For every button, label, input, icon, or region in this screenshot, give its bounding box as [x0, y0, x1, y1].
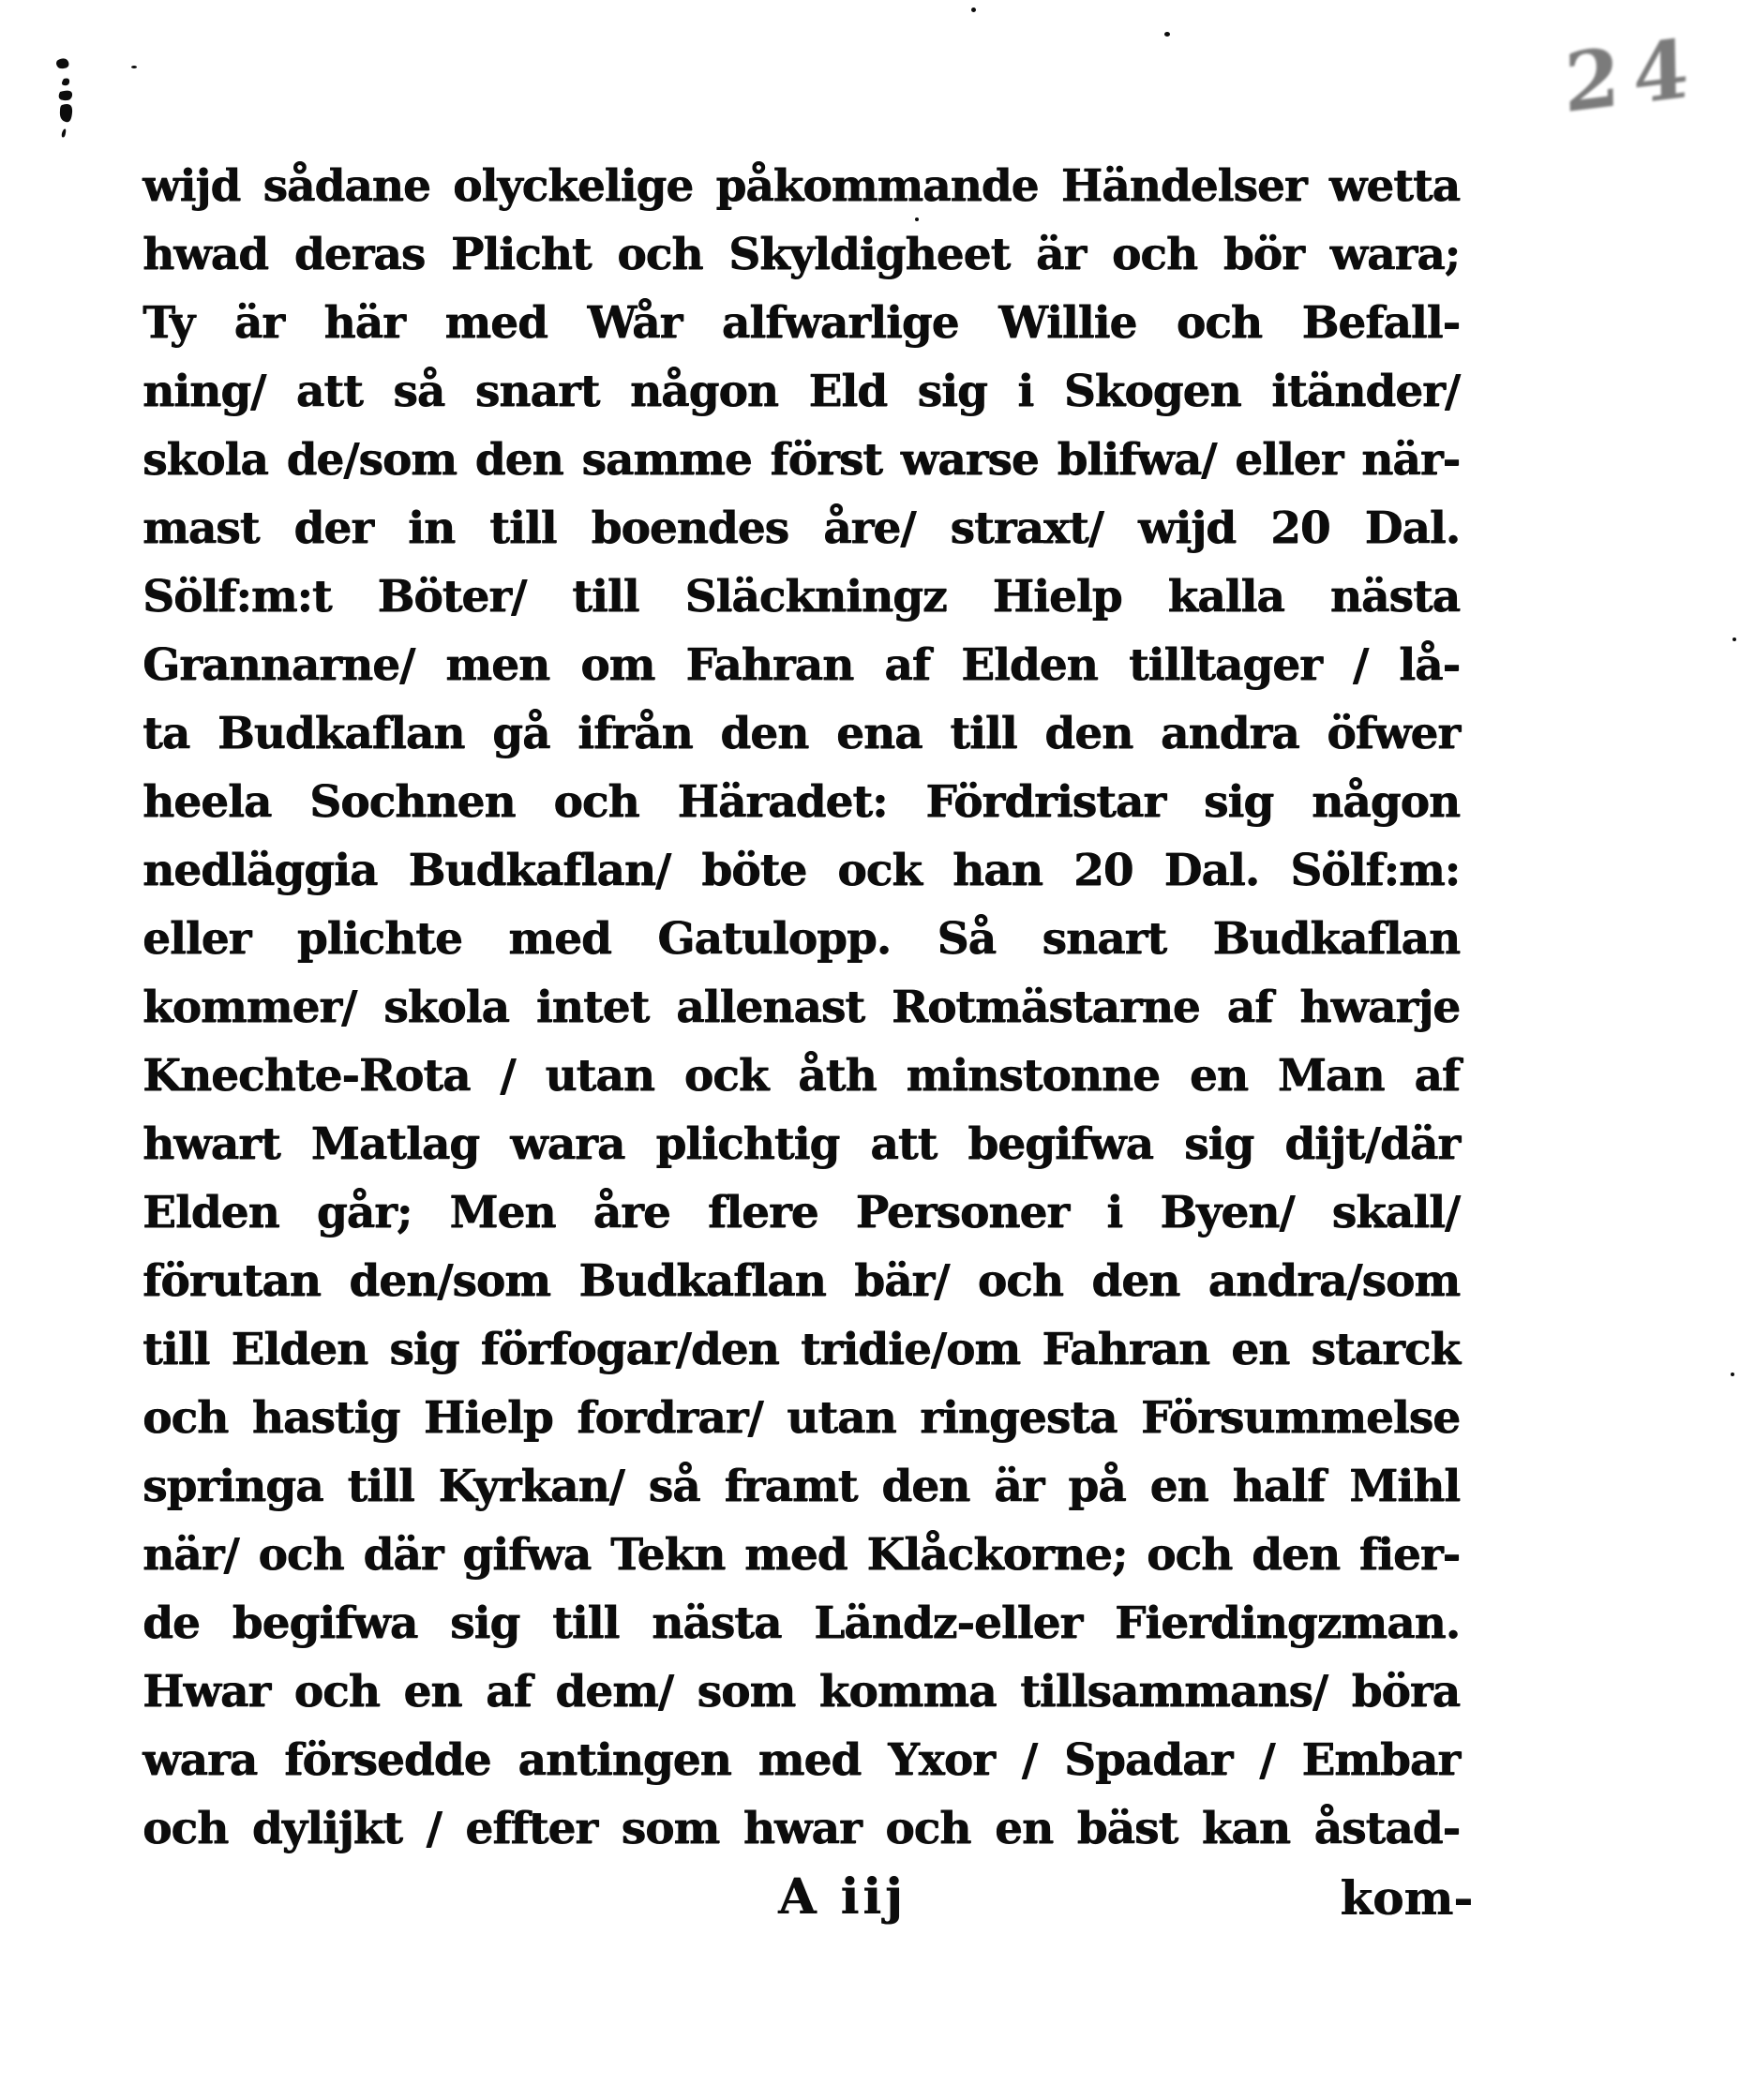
- text-line: när/ och där gifwa Tekn med Klåckorne; och den fier-: [142, 1529, 1460, 1581]
- text-line: springa till Kyrkan/ så framt den är på en half Mihl: [142, 1461, 1460, 1512]
- text-line: nedläggia Budkaflan/ böte ock han 20 Dal. Sölf:m:: [142, 845, 1460, 896]
- text-line: ning/ att så snart någon Eld sig i Skogen itänder/: [142, 366, 1460, 417]
- body-text: [142, 152, 1473, 1945]
- signature-row: [142, 1868, 1473, 1945]
- text-line: Ty är här med Wår alfwarlige Willie och Befall-: [142, 297, 1460, 349]
- ink-speck: [131, 66, 137, 68]
- page-number-mark: 24: [1563, 19, 1703, 132]
- text-line: de begifwa sig till nästa Ländz-eller Fierdingzman.: [142, 1598, 1460, 1649]
- ink-blot: [41, 54, 84, 141]
- text-line: hwart Matlag wara plichtig att begifwa sig dijt/där: [142, 1118, 1460, 1170]
- signature-mark: A iij: [778, 1868, 907, 1926]
- text-line: förutan den/som Budkaflan bär/ och den andra/som: [142, 1255, 1460, 1307]
- text-line: skola de/som den samme först warse blifwa/ eller när-: [142, 434, 1460, 486]
- text-line: till Elden sig förfogar/den tridie/om Fahran en starck: [142, 1324, 1460, 1375]
- text-line: mast der in till boendes åre/ straxt/ wijd 20 Dal.: [142, 502, 1460, 554]
- catchword: kom-: [1340, 1870, 1473, 1926]
- text-line: Grannarne/ men om Fahran af Elden tilltager / lå-: [142, 639, 1460, 691]
- text-line: Elden går; Men åre flere Personer i Byen/ skall/: [142, 1187, 1460, 1238]
- text-line: Knechte-Rota / utan ock åth minstonne en Man af: [142, 1050, 1460, 1102]
- text-line: wara försedde antingen med Yxor / Spadar / Embar: [142, 1734, 1460, 1786]
- ink-speck: [971, 8, 976, 12]
- ink-speck: [1731, 1372, 1734, 1376]
- text-line: wijd sådane olyckelige påkommande Händelser wetta: [142, 160, 1460, 212]
- text-line: heela Sochnen och Häradet: Fördristar sig någon: [142, 776, 1460, 828]
- text-line: och hastig Hielp fordrar/ utan ringesta Försummelse: [142, 1392, 1460, 1444]
- ink-speck: [1164, 32, 1170, 37]
- ink-speck: [1732, 638, 1736, 641]
- text-line: eller plichte med Gatulopp. Så snart Budkaflan: [142, 913, 1460, 965]
- text-line: Sölf:m:t Böter/ till Släckningz Hielp kalla nästa: [142, 571, 1460, 622]
- text-line: ta Budkaflan gå ifrån den ena till den andra öfwer: [142, 708, 1460, 759]
- text-line: hwad deras Plicht och Skyldigheet är och bör wara;: [142, 229, 1460, 280]
- text-line: Hwar och en af dem/ som komma tillsammans/ böra: [142, 1666, 1460, 1718]
- text-line: kommer/ skola intet allenast Rotmästarne af hwarje: [142, 982, 1460, 1033]
- text-line: och dylijkt / effter som hwar och en bäst kan åstad-: [142, 1803, 1460, 1854]
